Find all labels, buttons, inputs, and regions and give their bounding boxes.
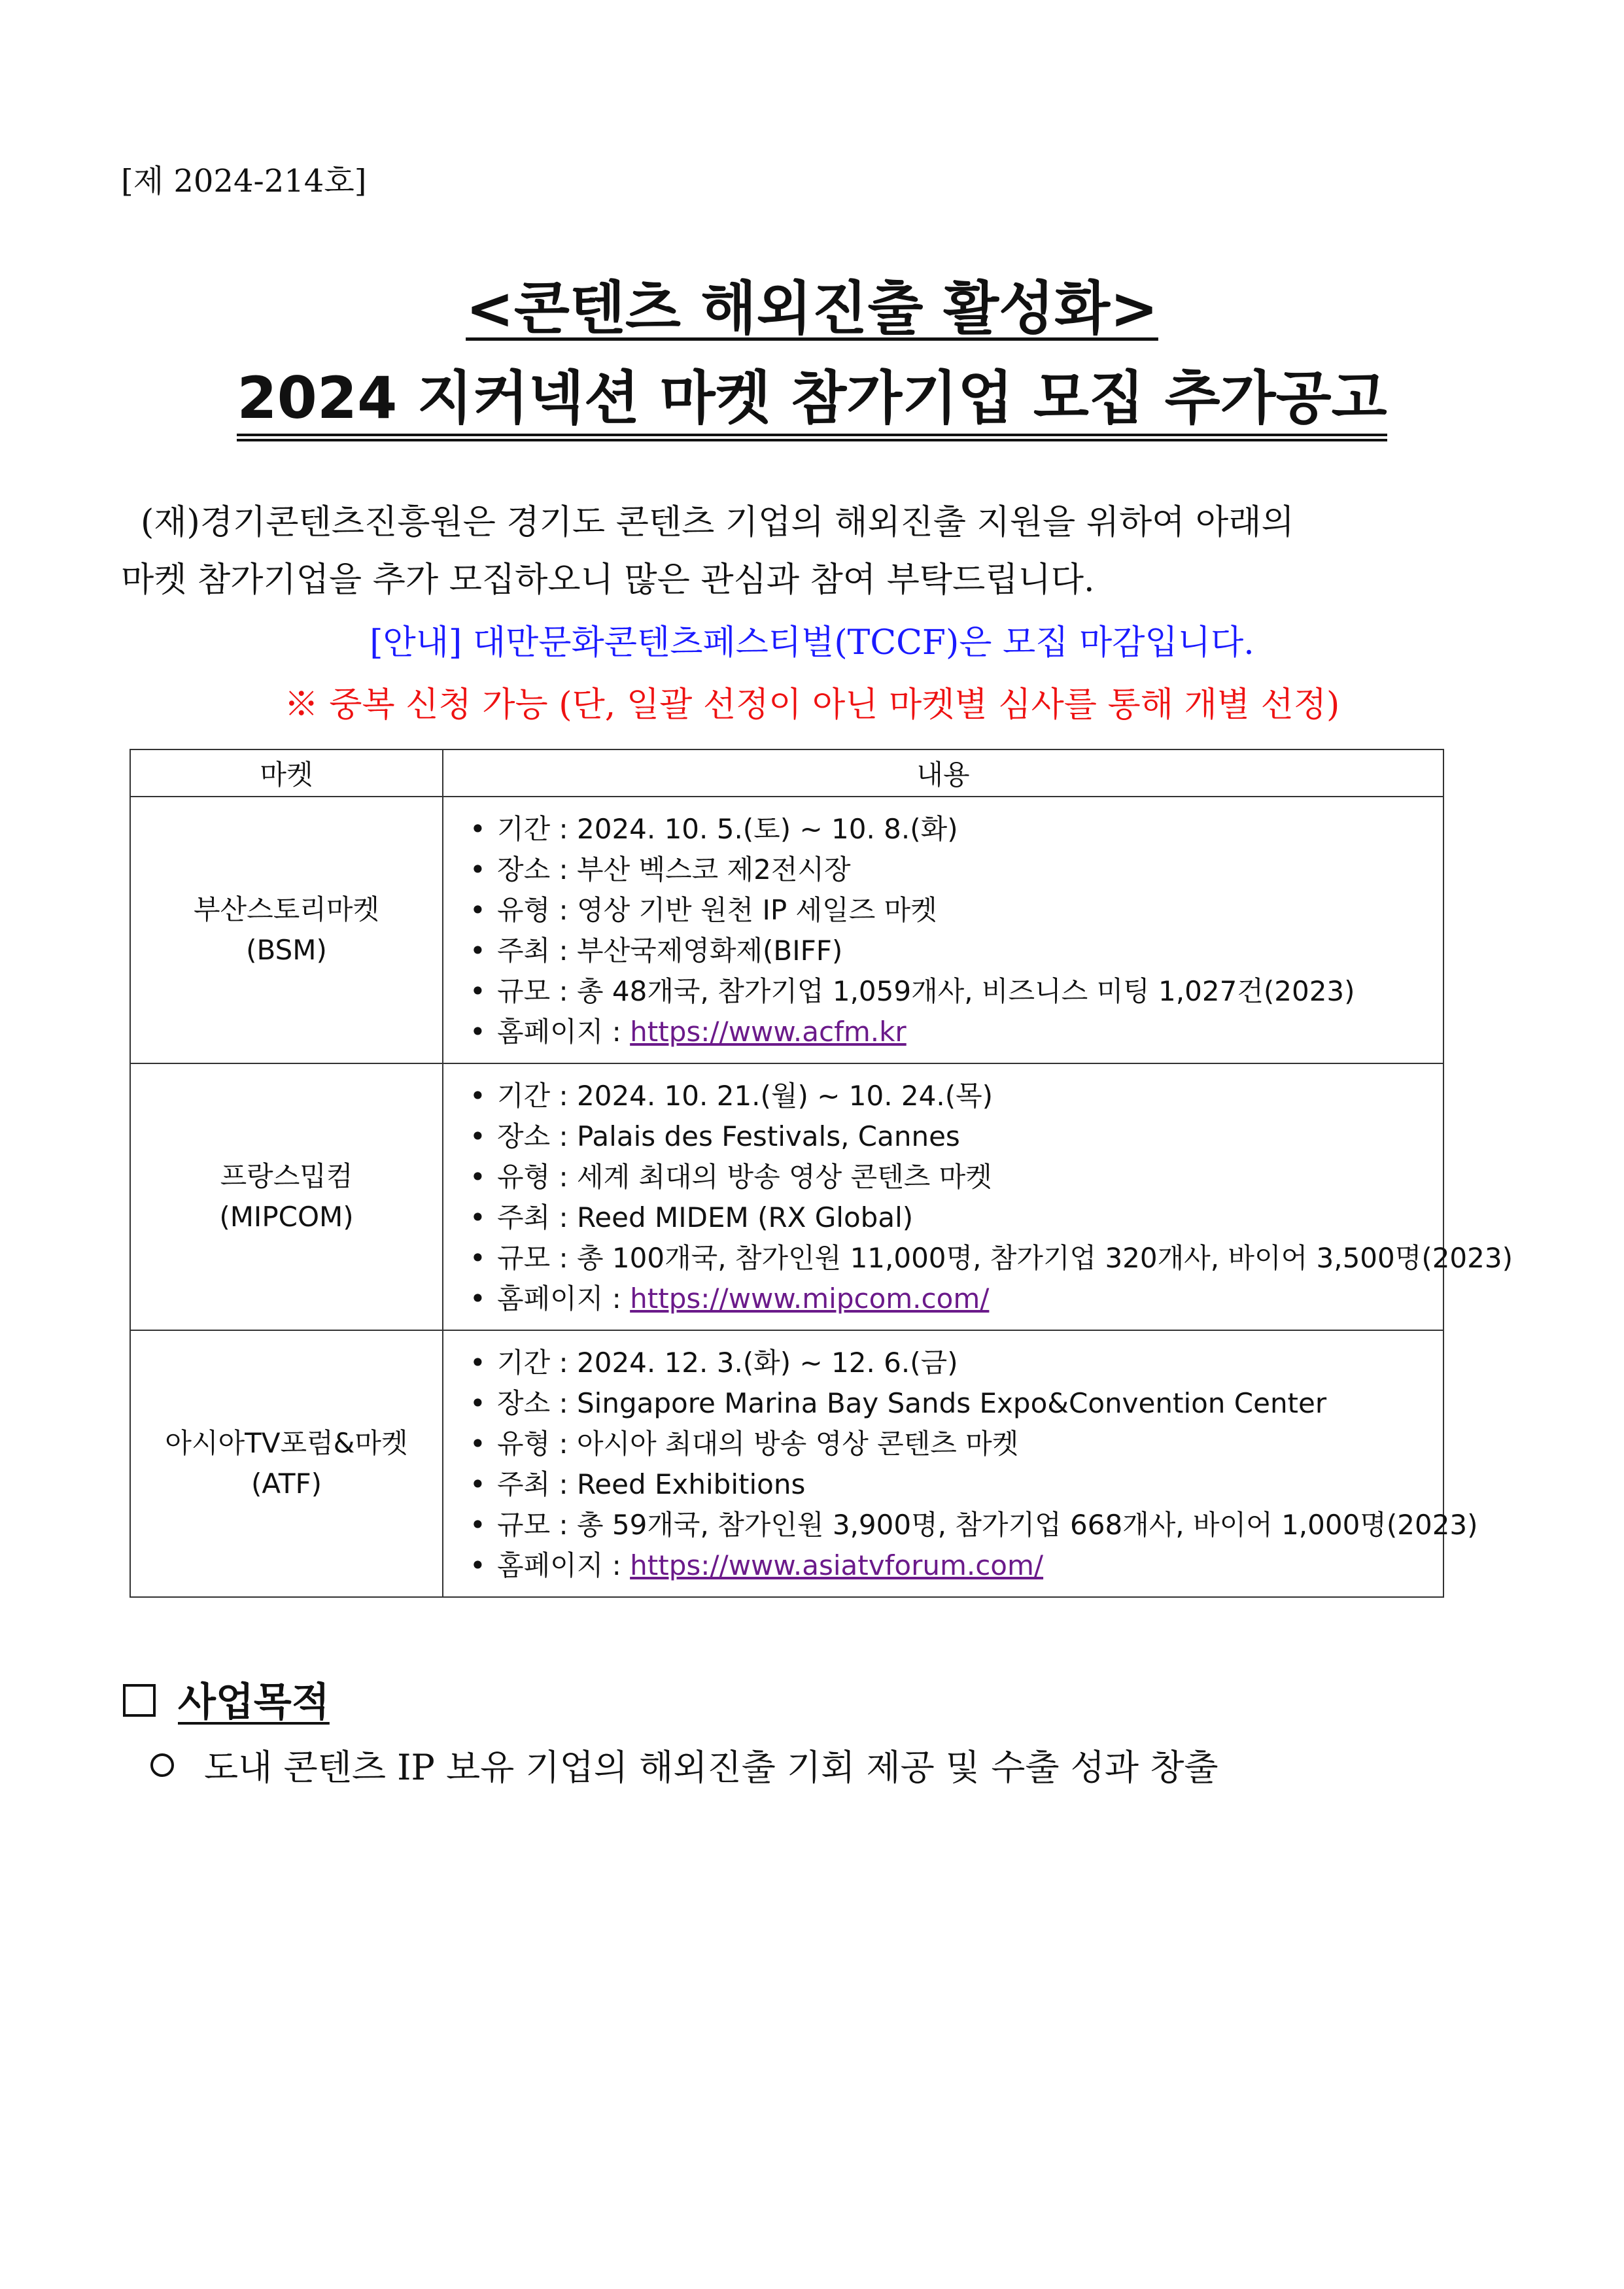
list-item [470,1012,1443,1052]
market-abbr: (ATF) [251,1468,322,1500]
header-content: 내용 [443,749,1443,797]
market-name-cell [130,1063,443,1330]
market-name: 아시아TV포럼&마켓 [165,1427,408,1459]
market-name-cell [130,797,443,1063]
market-detail-cell [443,797,1443,1063]
list-item: • 기간 : 2024. 10. 5.(토) ~ 10. 8.(화) [470,809,1443,850]
list-item: • 장소 : Palais des Festivals, Cannes [470,1116,1443,1157]
bullet-icon: • [470,1468,486,1500]
title-line-1-text: <콘텐츠 해외진출 활성화> [466,275,1158,342]
market-abbr: (BSM) [246,934,327,966]
bullet-icon: • [470,1387,486,1419]
market-name: 프랑스밉컴 [220,1160,353,1192]
intro-paragraph [121,494,1462,609]
bullet-icon: • [470,1242,486,1274]
bullet-icon: • [470,1120,486,1152]
list-item: • 기간 : 2024. 10. 21.(월) ~ 10. 24.(목) [470,1076,1443,1116]
section-heading-label: 사업목적 [178,1679,330,1725]
list-item: • 규모 : 총 48개국, 참가기업 1,059개사, 비즈니스 미팅 1,027건(2023) [470,971,1443,1012]
bullet-icon: • [470,1161,486,1193]
table-row [130,797,1443,1063]
list-item: • 장소 : 부산 벡스코 제2전시장 [470,850,1443,890]
market-abbr: (MIPCOM) [219,1201,354,1233]
intro-line-2: 마켓 참가기업을 추가 모집하오니 많은 관심과 참여 부탁드립니다. [121,560,1095,600]
bullet-icon: • [470,1428,486,1460]
intro-line-1: (재)경기콘텐츠진흥원은 경기도 콘텐츠 기업의 해외진출 지원을 위하여 아래의 [141,503,1294,542]
notice-closed: [안내] 대만문화콘텐츠페스티벌(TCCF)은 모집 마감입니다. [370,623,1254,663]
table-row [130,1330,1443,1597]
title-line-1 [0,275,1624,342]
homepage-link[interactable]: https://www.asiatvforum.com/ [630,1549,1044,1581]
list-item: • 주최 : 부산국제영화제(BIFF) [470,931,1443,971]
list-item [470,1545,1443,1586]
list-item [470,1279,1443,1319]
bullet-icon: • [470,894,486,926]
market-table [130,749,1513,1598]
bullet-icon: • [470,1016,486,1048]
bullet-icon: • [470,1282,486,1315]
bullet-icon: • [470,813,486,845]
bullet-icon: • [470,1201,486,1233]
homepage-label: 홈페이지 : [497,1282,631,1315]
market-name-cell [130,1330,443,1597]
bullet-icon: • [470,1347,486,1379]
list-item: • 주최 : Reed MIDEM (RX Global) [470,1197,1443,1238]
checkbox-square-icon [123,1684,156,1717]
list-item: • 유형 : 아시아 최대의 방송 영상 콘텐츠 마켓 [470,1424,1443,1464]
bullet-icon: • [470,975,486,1007]
homepage-label: 홈페이지 : [497,1016,631,1048]
purpose-text: 도내 콘텐츠 IP 보유 기업의 해외진출 기회 제공 및 수출 성과 창출 [204,1747,1218,1788]
section-heading [123,1671,330,1727]
homepage-link[interactable]: https://www.acfm.kr [630,1016,907,1048]
list-item: • 규모 : 총 100개국, 참가인원 11,000명, 참가기업 320개사, 바이어 3,500명(2023) [470,1238,1443,1279]
title-line-2-text: 2024 지커넥션 마켓 참가기업 모집 추가공고 [237,370,1387,441]
list-item: • 유형 : 세계 최대의 방송 영상 콘텐츠 마켓 [470,1157,1443,1197]
bullet-icon: • [470,1509,486,1541]
circle-bullet-icon [150,1753,174,1777]
market-name: 부산스토리마켓 [193,893,379,925]
list-item: • 장소 : Singapore Marina Bay Sands Expo&Convention Center [470,1383,1443,1424]
list-item: • 규모 : 총 59개국, 참가인원 3,900명, 참가기업 668개사, 바이어 1,000명(2023) [470,1505,1443,1545]
homepage-label: 홈페이지 : [497,1549,631,1581]
market-detail-cell [443,1330,1478,1597]
header-market: 마켓 [130,749,443,797]
table-row [130,1063,1443,1330]
bullet-icon: • [470,1080,486,1112]
homepage-link[interactable]: https://www.mipcom.com/ [630,1282,990,1315]
list-item: • 기간 : 2024. 12. 3.(화) ~ 12. 6.(금) [470,1343,1443,1383]
notice-duplicate-application: ※ 중복 신청 가능 (단, 일괄 선정이 아닌 마켓별 심사를 통해 개별 선정) [284,685,1340,725]
list-item: • 유형 : 영상 기반 원천 IP 세일즈 마켓 [470,890,1443,931]
market-detail-cell [443,1063,1513,1330]
document-number: [제 2024-214호] [121,163,367,199]
bullet-icon: • [470,1549,486,1581]
list-item: • 주최 : Reed Exhibitions [470,1464,1443,1505]
bullet-icon: • [470,853,486,886]
bullet-icon: • [470,935,486,967]
purpose-item [150,1740,1218,1790]
title-line-2 [0,364,1624,441]
table-header-row [130,749,1443,797]
